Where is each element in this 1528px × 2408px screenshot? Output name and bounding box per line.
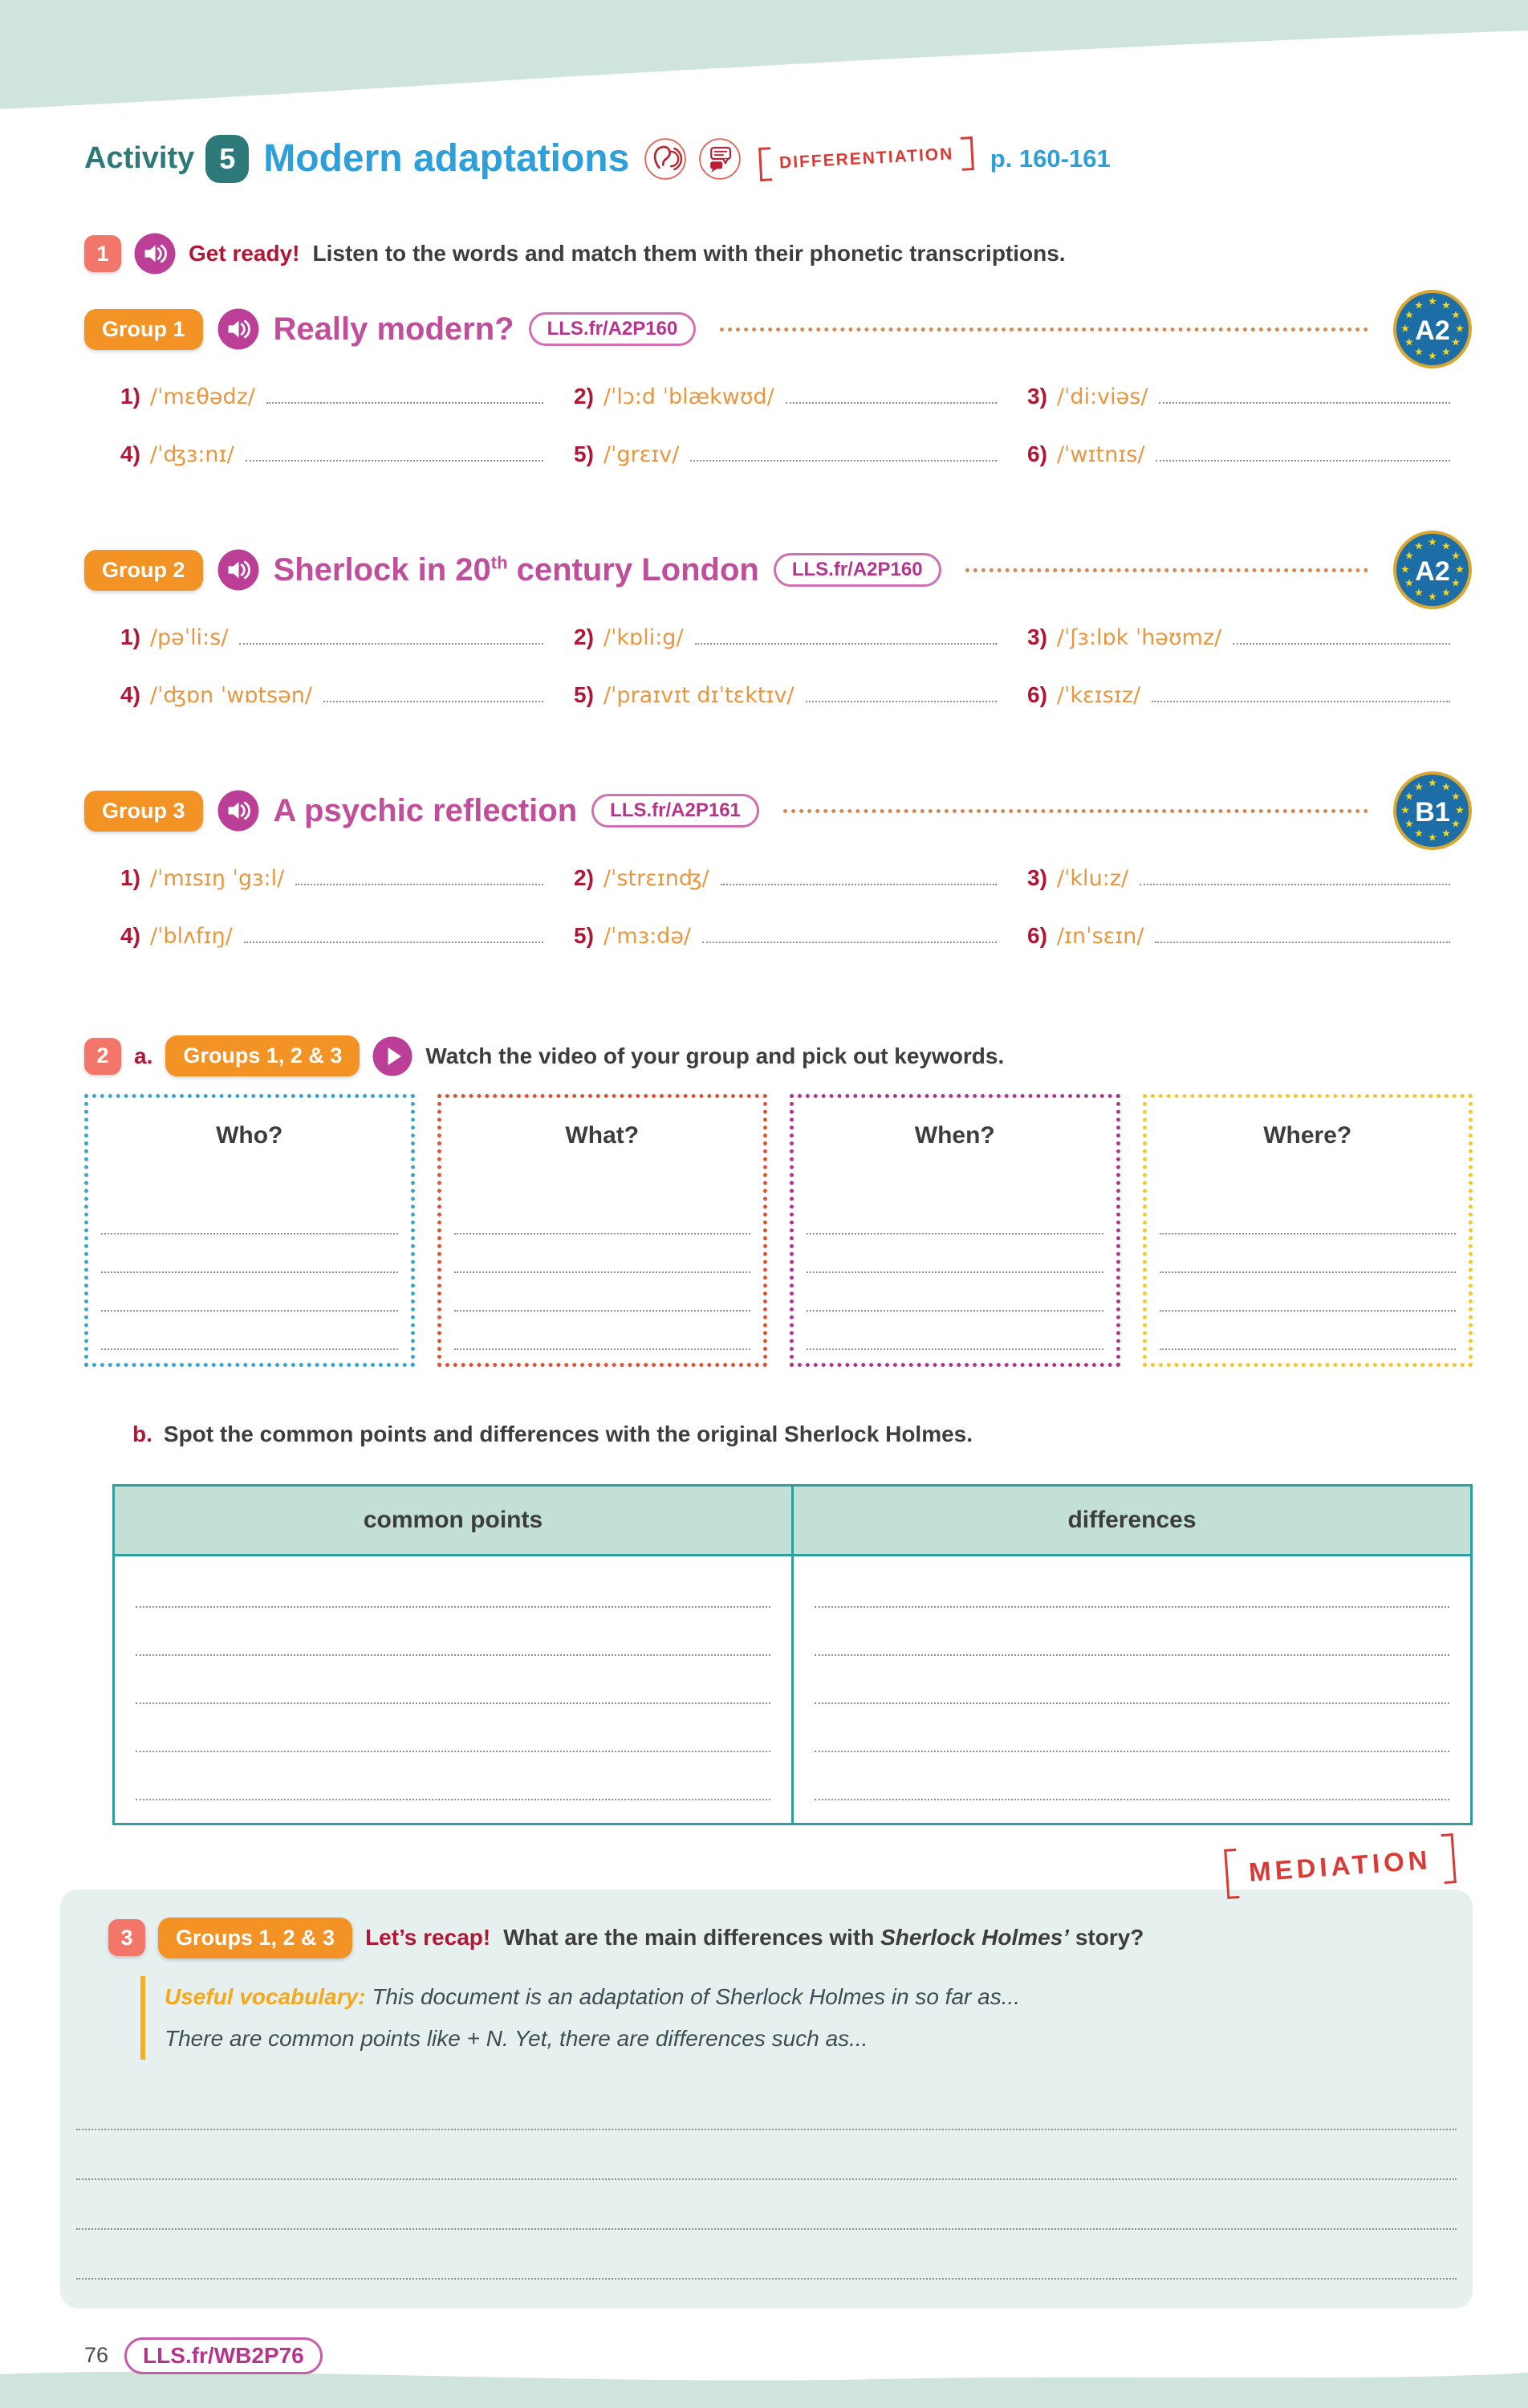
answer-line[interactable] (1160, 1196, 1457, 1235)
phonetic-item: 2) /ˈkɒli:g/ (574, 616, 1019, 650)
svg-text:★: ★ (1428, 536, 1437, 549)
svg-text:★: ★ (1451, 336, 1461, 349)
svg-text:★: ★ (1414, 299, 1424, 312)
svg-text:A2: A2 (1415, 315, 1450, 346)
svg-text:★: ★ (1428, 591, 1437, 604)
svg-text:★: ★ (1428, 350, 1437, 363)
svg-text:★: ★ (1441, 587, 1451, 600)
svg-text:★: ★ (1414, 346, 1424, 359)
answer-line[interactable] (244, 942, 543, 943)
section-number-badge: 2 (84, 1038, 121, 1075)
answer-line[interactable] (454, 1273, 751, 1312)
svg-text:★: ★ (1404, 336, 1414, 349)
svg-text:★: ★ (1404, 818, 1414, 831)
svg-text:★: ★ (1428, 832, 1437, 844)
svg-text:★: ★ (1455, 323, 1465, 336)
svg-text:★: ★ (1441, 781, 1451, 794)
phonetic-item: 1) /pəˈli:s/ (120, 616, 566, 650)
phonetic-item: 5) /ˈgrɛɪv/ (574, 433, 1019, 467)
box-label: Where? (1263, 1122, 1352, 1149)
phonetic-item: 2) /ˈstrɛɪnʤ/ (574, 857, 1019, 891)
svg-text:★: ★ (1404, 577, 1414, 590)
audio-link-pill[interactable]: LLS.fr/A2P160 (774, 553, 941, 587)
answer-line[interactable] (1160, 1273, 1457, 1312)
answer-line[interactable] (101, 1312, 398, 1350)
answer-line[interactable] (1152, 701, 1450, 702)
answer-line[interactable] (323, 701, 543, 702)
table-cell-common-points (115, 1556, 794, 1823)
svg-text:★: ★ (1451, 309, 1461, 322)
answer-line[interactable] (807, 1312, 1103, 1350)
mediation-stamp: MEDIATION (1224, 1833, 1456, 1899)
cefr-level-badge (1392, 530, 1473, 610)
answer-line[interactable] (1159, 402, 1450, 404)
section-2b-header (132, 1422, 1473, 1447)
phonetic-item: 3) /ˈʃɜ:lɒk ˈhəʊmz/ (1027, 616, 1473, 650)
workbook-link-pill[interactable]: LLS.fr/WB2P76 (124, 2337, 323, 2374)
activity-header (84, 120, 1473, 197)
box-label: What? (565, 1122, 640, 1149)
answer-line[interactable] (101, 1273, 398, 1312)
svg-text:★: ★ (1441, 540, 1451, 553)
svg-text:★: ★ (1455, 804, 1465, 817)
group-3-header (84, 771, 1473, 851)
svg-text:★: ★ (1400, 323, 1410, 336)
box-label: When? (914, 1122, 995, 1149)
phonetic-item: 3) /ˈdi:viəs/ (1027, 376, 1473, 409)
vocabulary-label: Useful vocabulary: (165, 1984, 366, 2009)
bracket-right (1441, 1833, 1457, 1884)
answer-line[interactable] (786, 402, 997, 404)
answer-line[interactable] (101, 1235, 398, 1273)
svg-text:★: ★ (1404, 550, 1414, 563)
page-reference: p. 160-161 (990, 144, 1111, 173)
groups-badge: Groups 1, 2 & 3 (158, 1918, 352, 1959)
answer-line[interactable] (454, 1312, 751, 1350)
svg-text:★: ★ (1428, 777, 1437, 790)
section-3-header (108, 1917, 1424, 1959)
phonetic-item: 2) /ˈlɔ:d ˈblækwʊd/ (574, 376, 1019, 409)
box-lines (101, 1196, 398, 1350)
svg-text:★: ★ (1441, 346, 1451, 359)
answer-line[interactable] (1140, 884, 1450, 885)
phonetic-item: 5) /ˈpraɪvɪt dɪˈtɛktɪv/ (574, 674, 1019, 708)
answer-line[interactable] (1233, 643, 1450, 645)
answer-line[interactable] (76, 2230, 1457, 2280)
answer-line[interactable] (136, 1704, 770, 1752)
answer-line[interactable] (76, 2130, 1457, 2180)
svg-text:★: ★ (1441, 828, 1451, 840)
group-3-phonetics (120, 857, 1473, 949)
answer-line[interactable] (136, 1656, 770, 1704)
recap-answer-area (76, 2081, 1457, 2280)
recap-panel (60, 1845, 1473, 2308)
answer-line[interactable] (702, 942, 997, 943)
svg-text:★: ★ (1428, 295, 1437, 308)
phonetic-item: 6) /ɪnˈsɛɪn/ (1027, 915, 1473, 949)
keyword-box-what (437, 1094, 768, 1367)
speaker-icon[interactable] (217, 549, 259, 591)
group-2-badge: Group 2 (84, 550, 203, 591)
answer-line[interactable] (1160, 1235, 1457, 1273)
group-1-header (84, 289, 1473, 369)
answer-line[interactable] (1155, 942, 1450, 943)
speaker-icon[interactable] (134, 233, 176, 275)
answer-line[interactable] (807, 1196, 1103, 1235)
activity-label: Activity (84, 141, 195, 175)
phonetic-item: 1) /ˈmɪsɪŋ ˈgɜ:l/ (120, 857, 566, 891)
answer-line[interactable] (815, 1704, 1449, 1752)
section-2a-instruction: Watch the video of your group and pick out keywords. (425, 1043, 1005, 1068)
phonetic-item: 1) /ˈmɛθədz/ (120, 376, 566, 409)
phonetic-item: 4) /ˈblʌfɪŋ/ (120, 915, 566, 949)
activity-number-badge: 5 (205, 135, 249, 183)
phonetic-item: 4) /ˈʤɒn ˈwɒtsən/ (120, 674, 566, 708)
svg-text:A2: A2 (1415, 556, 1450, 587)
lets-recap-label: Let’s recap! (365, 1925, 491, 1950)
answer-line[interactable] (136, 1608, 770, 1656)
svg-text:★: ★ (1400, 804, 1410, 817)
keyword-boxes (84, 1094, 1473, 1367)
box-lines (454, 1196, 751, 1350)
differentiation-stamp: DIFFERENTIATION (758, 136, 974, 181)
phonetic-item: 4) /ˈʤɜ:nɪ/ (120, 433, 566, 467)
group-1-phonetics (120, 376, 1473, 467)
answer-line[interactable] (690, 460, 997, 462)
section-number-badge: 3 (108, 1919, 145, 1956)
section-1-instruction: Listen to the words and match them with their phonetic transcriptions. (312, 241, 1066, 266)
column-header-common-points: common points (115, 1487, 794, 1554)
cefr-level-badge (1392, 289, 1473, 369)
answer-line[interactable] (101, 1196, 398, 1235)
answer-line[interactable] (721, 884, 997, 885)
useful-vocabulary (140, 1976, 1424, 2060)
page-number: 76 (84, 2343, 109, 2368)
keyword-box-when (790, 1094, 1120, 1367)
answer-line[interactable] (76, 2081, 1457, 2130)
svg-text:★: ★ (1414, 540, 1424, 553)
table-cell-differences (794, 1556, 1470, 1823)
page-footer (84, 2337, 1473, 2374)
box-lines (1160, 1196, 1457, 1350)
keyword-box-who (84, 1094, 415, 1367)
audio-link-pill[interactable]: LLS.fr/A2P160 (529, 312, 697, 346)
group-2-header (84, 530, 1473, 610)
svg-text:★: ★ (1414, 781, 1424, 794)
table-header-row (115, 1487, 1470, 1556)
section-number-badge: 1 (84, 235, 121, 272)
comparison-table (112, 1484, 1473, 1825)
svg-text:★: ★ (1451, 818, 1461, 831)
phonetic-item: 6) /ˈwɪtnɪs/ (1027, 433, 1473, 467)
answer-line[interactable] (266, 402, 543, 404)
answer-line[interactable] (76, 2180, 1457, 2230)
svg-text:B1: B1 (1415, 797, 1450, 828)
answer-line[interactable] (815, 1608, 1449, 1656)
svg-text:★: ★ (1404, 309, 1414, 322)
answer-line[interactable] (239, 643, 543, 645)
answer-line[interactable] (1156, 460, 1450, 462)
answer-line[interactable] (136, 1560, 770, 1608)
top-curved-band (0, 0, 1528, 112)
svg-text:★: ★ (1400, 563, 1410, 576)
group-3-title: A psychic reflection (273, 792, 578, 828)
answer-line[interactable] (815, 1752, 1449, 1800)
play-video-icon[interactable] (372, 1036, 412, 1076)
speaker-icon[interactable] (217, 790, 259, 832)
svg-text:★: ★ (1414, 828, 1424, 840)
group-1-title: Really modern? (273, 311, 514, 347)
phonetic-item: 5) /ˈmɜ:də/ (574, 915, 1019, 949)
answer-line[interactable] (295, 884, 543, 885)
answer-line[interactable] (136, 1752, 770, 1800)
box-lines (807, 1196, 1103, 1350)
answer-line[interactable] (806, 701, 997, 702)
table-body-row (115, 1556, 1470, 1823)
part-letter: a. (134, 1043, 153, 1068)
recap-question: What are the main differences with Sherlock Holmes’ story? (503, 1925, 1144, 1950)
group-2-title: Sherlock in 20th century London (273, 551, 759, 588)
answer-line[interactable] (246, 460, 543, 462)
part-letter: b. (132, 1422, 152, 1446)
bracket-right (961, 136, 974, 171)
audio-link-pill[interactable]: LLS.fr/A2P161 (591, 794, 759, 828)
svg-text:★: ★ (1455, 563, 1465, 576)
svg-text:★: ★ (1451, 577, 1461, 590)
answer-line[interactable] (454, 1235, 751, 1273)
svg-text:★: ★ (1414, 587, 1424, 600)
speech-bubbles-icon (698, 137, 742, 181)
group-3-badge: Group 3 (84, 791, 203, 832)
answer-line[interactable] (807, 1235, 1103, 1273)
answer-line[interactable] (815, 1560, 1449, 1608)
dotted-leader (783, 809, 1368, 813)
column-header-differences: differences (1067, 1507, 1197, 1533)
groups-badge: Groups 1, 2 & 3 (165, 1035, 360, 1076)
answer-line[interactable] (807, 1273, 1103, 1312)
dotted-leader (965, 568, 1368, 572)
group-1-badge: Group 1 (84, 309, 203, 350)
svg-text:★: ★ (1451, 550, 1461, 563)
answer-line[interactable] (815, 1656, 1449, 1704)
answer-line[interactable] (695, 643, 997, 645)
phonetic-item: 3) /ˈklu:z/ (1027, 857, 1473, 891)
section-2a-header (84, 1035, 1473, 1076)
svg-text:★: ★ (1441, 299, 1451, 312)
box-label: Who? (216, 1122, 283, 1149)
svg-text:★: ★ (1451, 791, 1461, 803)
page-title: Modern adaptations (263, 137, 630, 180)
phonetic-item: 6) /ˈkɛɪsɪz/ (1027, 674, 1473, 708)
answer-line[interactable] (1160, 1312, 1457, 1350)
group-2-phonetics (120, 616, 1473, 708)
section-1-header (84, 233, 1473, 275)
answer-line[interactable] (454, 1196, 751, 1235)
vocabulary-text-2: There are common points like + N. Yet, there are differences such as... (165, 2025, 868, 2051)
get-ready-label: Get ready! (189, 241, 300, 266)
svg-text:★: ★ (1404, 791, 1414, 803)
section-2b-instruction: Spot the common points and differences with the original Sherlock Holmes. (163, 1422, 973, 1446)
dotted-leader (720, 327, 1368, 332)
ear-icon (644, 137, 687, 181)
speaker-icon[interactable] (217, 308, 259, 350)
vocabulary-text-1: This document is an adaptation of Sherlock Holmes in so far as... (372, 1984, 1021, 2009)
keyword-box-where (1143, 1094, 1473, 1367)
cefr-level-badge (1392, 771, 1473, 851)
